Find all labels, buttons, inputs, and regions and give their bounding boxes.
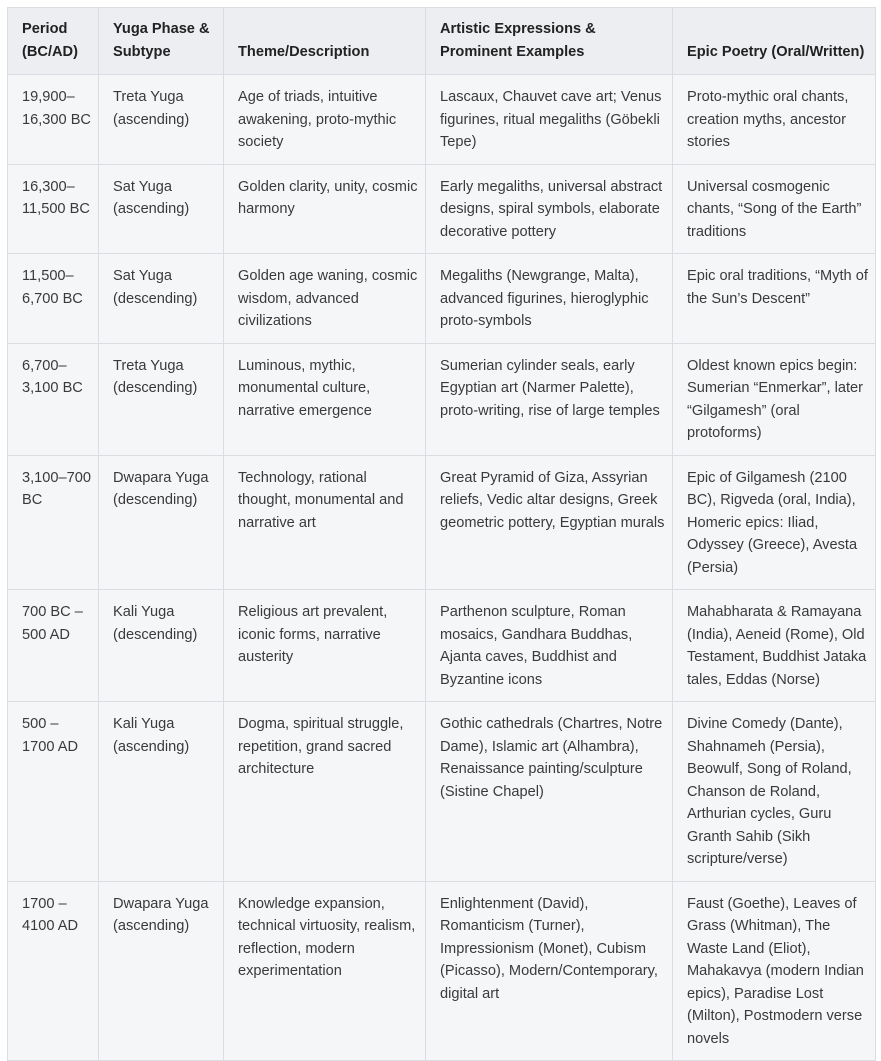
cell-epic: Oldest known epics begin: Sumerian “Enmerkar”, later “Gilgamesh” (oral protoforms)	[673, 343, 876, 455]
cell-art: Enlightenment (David), Romanticism (Turner), Impressionism (Monet), Cubism (Picasso), Modern/Contemporary, digital art	[426, 881, 673, 1061]
cell-yuga: Treta Yuga (ascending)	[99, 75, 224, 165]
cell-epic: Proto-mythic oral chants, creation myths, ancestor stories	[673, 75, 876, 165]
cell-art: Gothic cathedrals (Chartres, Notre Dame), Islamic art (Alhambra), Renaissance painting/sculpture (Sistine Chapel)	[426, 702, 673, 882]
table-row	[8, 343, 876, 455]
cell-yuga: Dwapara Yuga (ascending)	[99, 881, 224, 1061]
header-theme: Theme/Description	[224, 8, 426, 75]
header-yuga-phase: Yuga Phase & Subtype	[99, 8, 224, 75]
cell-epic: Mahabharata & Ramayana (India), Aeneid (Rome), Old Testament, Buddhist Jataka tales, Eddas (Norse)	[673, 590, 876, 702]
cell-epic: Divine Comedy (Dante), Shahnameh (Persia), Beowulf, Song of Roland, Chanson de Roland, Arthurian cycles, Guru Granth Sahib (Sikh scripture/verse)	[673, 702, 876, 882]
cell-theme: Age of triads, intuitive awakening, proto-mythic society	[224, 75, 426, 165]
table-row	[8, 254, 876, 344]
cell-period: 19,900–16,300 BC	[8, 75, 99, 165]
yuga-art-epic-table	[7, 7, 876, 1061]
cell-epic: Epic oral traditions, “Myth of the Sun’s Descent”	[673, 254, 876, 344]
table-header-row	[8, 8, 876, 75]
cell-period: 16,300–11,500 BC	[8, 164, 99, 254]
cell-yuga: Sat Yuga (descending)	[99, 254, 224, 344]
cell-art: Parthenon sculpture, Roman mosaics, Gandhara Buddhas, Ajanta caves, Buddhist and Byzantine icons	[426, 590, 673, 702]
table-row	[8, 75, 876, 165]
cell-art: Lascaux, Chauvet cave art; Venus figurines, ritual megaliths (Göbekli Tepe)	[426, 75, 673, 165]
cell-yuga: Kali Yuga (descending)	[99, 590, 224, 702]
cell-theme: Luminous, mythic, monumental culture, narrative emergence	[224, 343, 426, 455]
cell-period: 700 BC – 500 AD	[8, 590, 99, 702]
cell-theme: Knowledge expansion, technical virtuosity, realism, reflection, modern experimentation	[224, 881, 426, 1061]
cell-yuga: Sat Yuga (ascending)	[99, 164, 224, 254]
table-row	[8, 164, 876, 254]
cell-period: 1700 – 4100 AD	[8, 881, 99, 1061]
cell-period: 6,700–3,100 BC	[8, 343, 99, 455]
cell-epic: Universal cosmogenic chants, “Song of the Earth” traditions	[673, 164, 876, 254]
table-row	[8, 455, 876, 590]
cell-art: Great Pyramid of Giza, Assyrian reliefs, Vedic altar designs, Greek geometric pottery, Egyptian murals	[426, 455, 673, 590]
table-row	[8, 702, 876, 882]
header-artistic-expressions: Artistic Expressions & Prominent Examples	[426, 8, 673, 75]
header-epic-poetry: Epic Poetry (Oral/Written)	[673, 8, 876, 75]
cell-epic: Faust (Goethe), Leaves of Grass (Whitman), The Waste Land (Eliot), Mahakavya (modern Indian epics), Paradise Lost (Milton), Postmodern verse novels	[673, 881, 876, 1061]
cell-art: Sumerian cylinder seals, early Egyptian art (Narmer Palette), proto-writing, rise of large temples	[426, 343, 673, 455]
yuga-table-container	[7, 7, 875, 1061]
cell-theme: Golden clarity, unity, cosmic harmony	[224, 164, 426, 254]
header-period: Period (BC/AD)	[8, 8, 99, 75]
cell-yuga: Dwapara Yuga (descending)	[99, 455, 224, 590]
cell-theme: Technology, rational thought, monumental and narrative art	[224, 455, 426, 590]
cell-theme: Dogma, spiritual struggle, repetition, grand sacred architecture	[224, 702, 426, 882]
cell-period: 500 – 1700 AD	[8, 702, 99, 882]
cell-period: 11,500–6,700 BC	[8, 254, 99, 344]
cell-yuga: Kali Yuga (ascending)	[99, 702, 224, 882]
cell-yuga: Treta Yuga (descending)	[99, 343, 224, 455]
cell-art: Megaliths (Newgrange, Malta), advanced figurines, hieroglyphic proto-symbols	[426, 254, 673, 344]
cell-period: 3,100–700 BC	[8, 455, 99, 590]
cell-art: Early megaliths, universal abstract designs, spiral symbols, elaborate decorative pottery	[426, 164, 673, 254]
cell-theme: Golden age waning, cosmic wisdom, advanced civilizations	[224, 254, 426, 344]
table-row	[8, 881, 876, 1061]
cell-epic: Epic of Gilgamesh (2100 BC), Rigveda (oral, India), Homeric epics: Iliad, Odyssey (Greece), Avesta (Persia)	[673, 455, 876, 590]
cell-theme: Religious art prevalent, iconic forms, narrative austerity	[224, 590, 426, 702]
table-row	[8, 590, 876, 702]
